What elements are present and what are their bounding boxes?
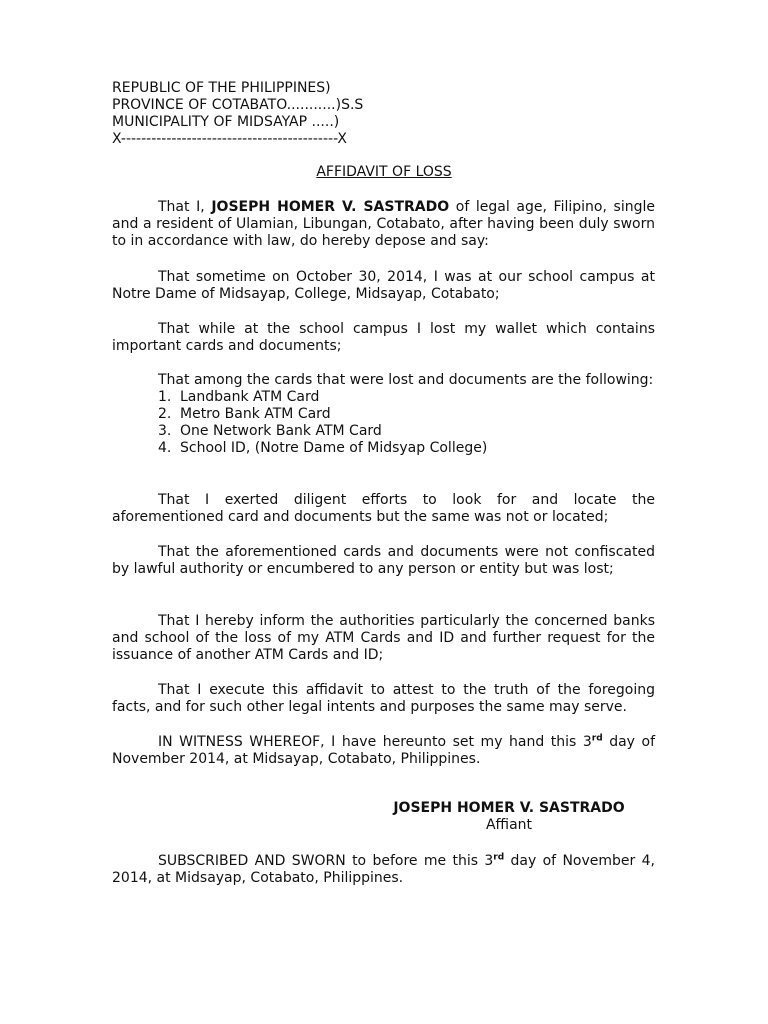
paragraph-execute-affidavit-text: That I execute this affidavit to attest to the truth of the foregoing facts, and for such other legal intents and purposes the same may serve. <box>112 682 655 715</box>
signature-block <box>384 800 634 834</box>
paragraph-diligent-efforts <box>112 492 655 526</box>
intro-paragraph <box>112 199 655 250</box>
intro-lead: That I, <box>158 199 212 215</box>
paragraph-not-confiscated-text: That the aforementioned cards and documents were not confiscated by lawful authority or encumbered to any person or entity but was lost; <box>112 544 655 577</box>
list-item <box>112 406 655 423</box>
paragraph-date-location-text: That sometime on October 30, 2014, I was at our school campus at Notre Dame of Midsayap, College, Midsayap, Cotabato; <box>112 269 655 302</box>
jurat-paragraph <box>112 853 655 887</box>
caption-province-line: PROVINCE OF COTABATO...........)S.S <box>112 97 364 113</box>
caption-municipality-line: MUNICIPALITY OF MIDSAYAP .....) <box>112 114 340 130</box>
paragraph-diligent-efforts-text: That I exerted diligent efforts to look for and locate the aforementioned card and documents but the same was not or located; <box>112 492 655 525</box>
jurat-text-after: day of November 4, 2014, at Midsayap, Cotabato, Philippines. <box>112 853 655 886</box>
paragraph-not-confiscated <box>112 544 655 578</box>
paragraph-lost-items <box>112 372 655 457</box>
list-item-number: 2. <box>158 406 172 422</box>
intro-rest: of legal age, Filipino, single and a resident of Ulamian, Libungan, Cotabato, after having been duly sworn to in accordance with law, do hereby depose and say: <box>112 199 655 249</box>
list-item-label: Landbank ATM Card <box>180 389 320 405</box>
list-item-number: 4. <box>158 440 172 456</box>
list-item <box>112 423 655 440</box>
paragraph-lost-wallet-text: That while at the school campus I lost my wallet which contains important cards and documents; <box>112 321 655 354</box>
paragraph-inform-authorities <box>112 613 655 664</box>
caption-republic-line: REPUBLIC OF THE PHILIPPINES) <box>112 80 331 96</box>
witness-ordinal-suffix: rd <box>591 733 603 744</box>
witness-text-after: day of November 2014, at Midsayap, Cotabato, Philippines. <box>112 734 656 767</box>
paragraph-lost-items-text: That among the cards that were lost and documents are the following: <box>158 372 654 388</box>
list-item-label: School ID, (Notre Dame of Midsyap College) <box>180 440 488 456</box>
affiant-signature-name: JOSEPH HOMER V. SASTRADO <box>393 800 625 816</box>
caption-separator-line: X-------------------------------------------X <box>112 131 348 147</box>
document-title: AFFIDAVIT OF LOSS <box>316 164 452 180</box>
paragraph-date-location <box>112 269 655 303</box>
list-item-number: 1. <box>158 389 172 405</box>
list-item-label: One Network Bank ATM Card <box>180 423 382 439</box>
list-item <box>112 389 655 406</box>
list-item-number: 3. <box>158 423 172 439</box>
paragraph-lost-wallet <box>112 321 655 355</box>
venue-caption <box>112 80 672 148</box>
witness-text-before: IN WITNESS WHEREOF, I have hereunto set my hand this 3 <box>158 734 592 750</box>
affiant-role-label: Affiant <box>485 817 533 833</box>
lost-items-list <box>112 389 655 457</box>
paragraph-execute-affidavit <box>112 682 655 716</box>
witness-paragraph <box>112 734 655 768</box>
jurat-ordinal-suffix: rd <box>493 852 505 863</box>
affiant-name-inline: JOSEPH HOMER V. SASTRADO <box>211 199 450 215</box>
jurat-text-before: SUBSCRIBED AND SWORN to before me this 3 <box>158 853 494 869</box>
paragraph-inform-authorities-text: That I hereby inform the authorities particularly the concerned banks and school of the loss of my ATM Cards and ID and further request for the issuance of another ATM Cards and ID; <box>112 613 655 663</box>
list-item <box>112 440 655 457</box>
list-item-label: Metro Bank ATM Card <box>180 406 331 422</box>
